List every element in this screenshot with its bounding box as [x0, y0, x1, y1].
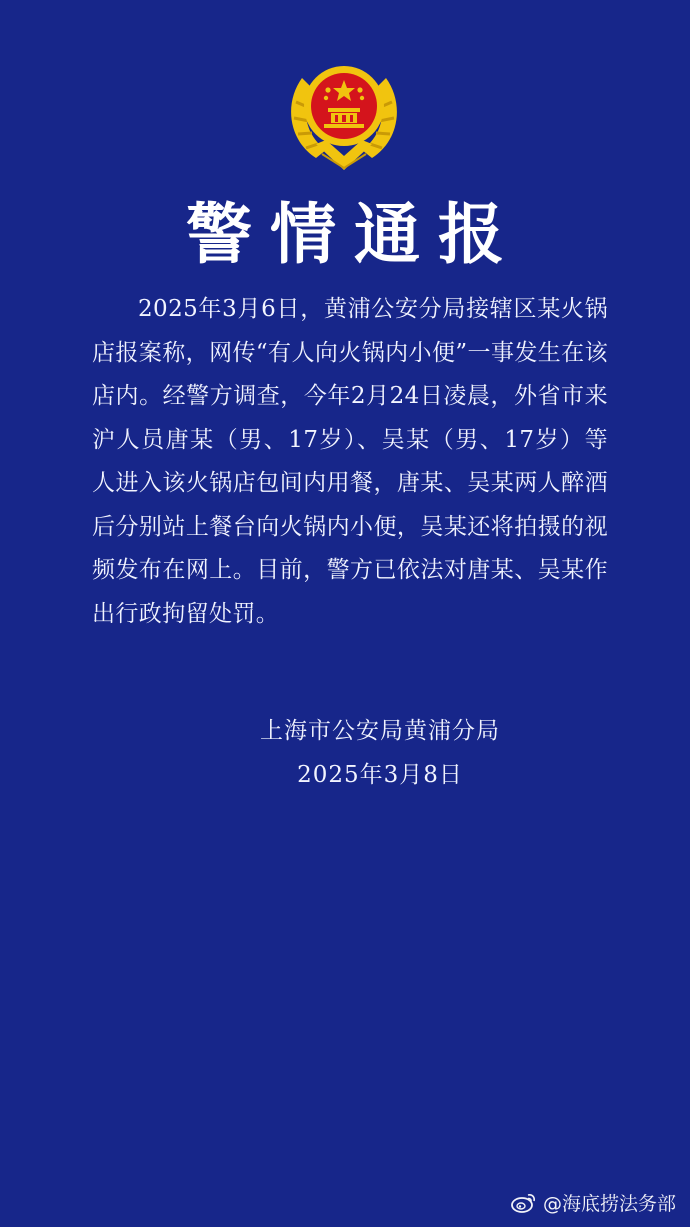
police-emblem-icon [282, 58, 406, 174]
watermark [511, 1187, 676, 1217]
notice-body: 2025年3月6日，黄浦公安分局接辖区某火锅店报案称，网传“有人向火锅内小便”一事发生在该店内。经警方调查，今年2月24日凌晨，外省市来沪人员唐某（男、17岁）、吴某（男、17岁）等人进入该火锅店包间内用餐，唐某、吴某两人醉酒后分别站上餐台向火锅内小便，吴某还将拍摄的视频发布在网上。目前，警方已依法对唐某、吴某作出行政拘留处罚。 [92, 296, 608, 627]
notice-title: 警情通报 [186, 196, 522, 273]
issuing-organization: 上海市公安局黄浦分局 [260, 718, 500, 744]
weibo-icon [511, 1191, 537, 1213]
watermark-text: @海底捞法务部 [542, 1192, 676, 1215]
issue-date: 2025年3月8日 [297, 762, 463, 788]
